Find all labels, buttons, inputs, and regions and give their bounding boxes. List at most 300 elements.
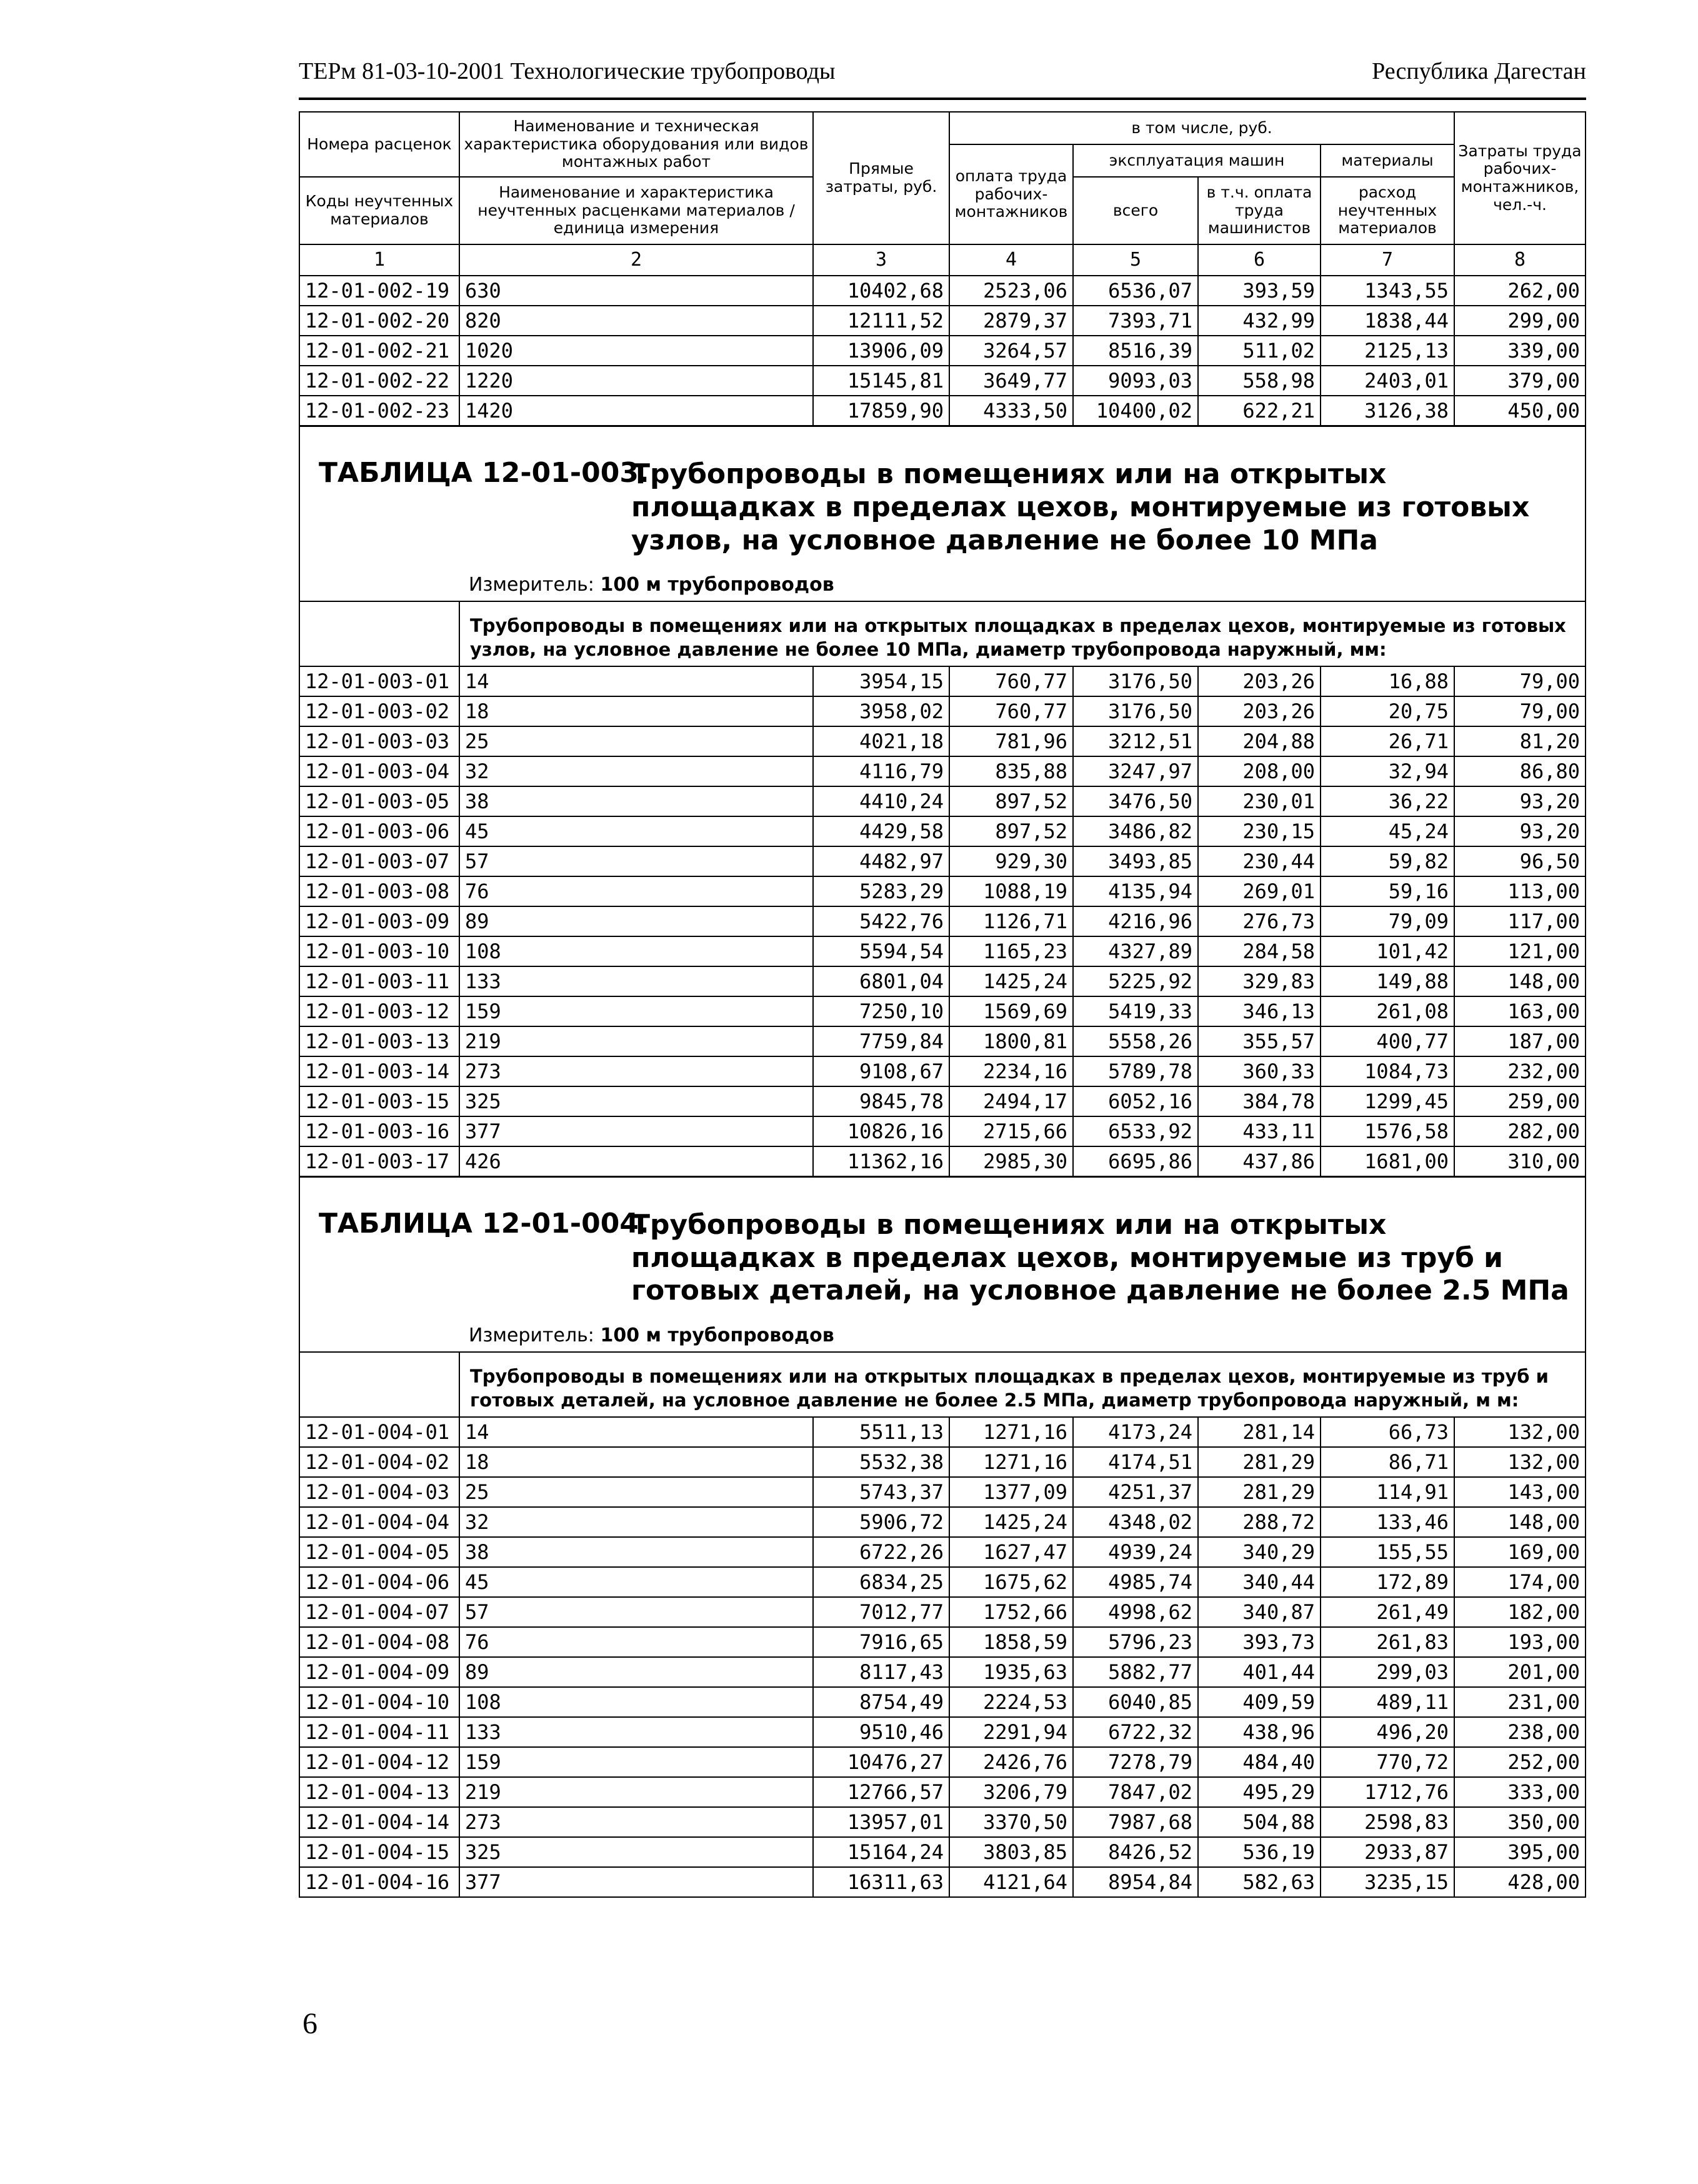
cost-value: 262,00 <box>1454 276 1586 306</box>
rate-code: 12-01-003-04 <box>299 756 459 786</box>
cost-value: 86,71 <box>1321 1447 1454 1477</box>
section-subtitle: Трубопроводы в помещениях или на открытых площадках в пределах цехов, монтируемые из готовых узлов, на условное давление не более 10 МПа, диаметр трубопровода наружный, мм: <box>459 601 1586 666</box>
cost-value: 9093,03 <box>1073 366 1198 396</box>
cost-value: 3803,85 <box>949 1837 1073 1867</box>
cost-value: 339,00 <box>1454 336 1586 366</box>
cost-value: 4985,74 <box>1073 1567 1198 1597</box>
cost-value: 1271,16 <box>949 1447 1073 1477</box>
cost-value: 16311,63 <box>813 1867 949 1897</box>
table-row <box>299 1116 1586 1146</box>
cost-value: 15164,24 <box>813 1837 949 1867</box>
table-row <box>299 966 1586 996</box>
cost-value: 346,13 <box>1198 996 1321 1026</box>
cost-value: 6040,85 <box>1073 1687 1198 1717</box>
cost-value: 401,44 <box>1198 1657 1321 1687</box>
cost-value: 1858,59 <box>949 1627 1073 1657</box>
table-row <box>299 1477 1586 1507</box>
cost-value: 1377,09 <box>949 1477 1073 1507</box>
column-number: 7 <box>1321 244 1454 276</box>
rate-code: 12-01-004-07 <box>299 1597 459 1627</box>
cost-value: 93,20 <box>1454 816 1586 846</box>
rate-code: 12-01-004-06 <box>299 1567 459 1597</box>
cost-value: 2403,01 <box>1321 366 1454 396</box>
header-material-usage: расход неучтенных материалов <box>1321 177 1454 244</box>
cost-value: 1425,24 <box>949 1507 1073 1537</box>
cost-value: 5796,23 <box>1073 1627 1198 1657</box>
empty-cell <box>299 601 459 666</box>
cost-value: 484,40 <box>1198 1747 1321 1777</box>
rate-code: 12-01-004-01 <box>299 1417 459 1447</box>
cost-value: 114,91 <box>1321 1477 1454 1507</box>
rate-code: 12-01-002-19 <box>299 276 459 306</box>
rate-code: 12-01-004-04 <box>299 1507 459 1537</box>
measure-unit-label: Измеритель: <box>469 1325 594 1347</box>
cost-value: 760,77 <box>949 696 1073 726</box>
section-title <box>299 1176 1586 1352</box>
pipe-diameter: 38 <box>459 1537 813 1567</box>
cost-value: 3370,50 <box>949 1807 1073 1837</box>
cost-value: 622,21 <box>1198 396 1321 426</box>
cost-value: 193,00 <box>1454 1627 1586 1657</box>
cost-value: 340,29 <box>1198 1537 1321 1567</box>
cost-value: 1681,00 <box>1321 1146 1454 1177</box>
rate-code: 12-01-002-20 <box>299 306 459 336</box>
cost-value: 1088,19 <box>949 876 1073 906</box>
cost-value: 1569,69 <box>949 996 1073 1026</box>
cost-value: 2598,83 <box>1321 1807 1454 1837</box>
rate-code: 12-01-004-15 <box>299 1837 459 1867</box>
cost-value: 281,14 <box>1198 1417 1321 1447</box>
cost-value: 4998,62 <box>1073 1597 1198 1627</box>
cost-value: 8117,43 <box>813 1657 949 1687</box>
cost-value: 4939,24 <box>1073 1537 1198 1567</box>
cost-value: 252,00 <box>1454 1747 1586 1777</box>
cost-value: 203,26 <box>1198 666 1321 696</box>
cost-value: 409,59 <box>1198 1687 1321 1717</box>
cost-value: 230,01 <box>1198 786 1321 816</box>
pipe-diameter: 76 <box>459 876 813 906</box>
cost-value: 187,00 <box>1454 1026 1586 1056</box>
measure-unit <box>469 1326 1572 1345</box>
pipe-diameter: 159 <box>459 1747 813 1777</box>
pipe-diameter: 273 <box>459 1807 813 1837</box>
rate-code: 12-01-003-07 <box>299 846 459 876</box>
table-label: ТАБЛИЦА 12-01-003. <box>319 457 649 489</box>
cost-value: 5422,76 <box>813 906 949 936</box>
cost-value: 269,01 <box>1198 876 1321 906</box>
table-row <box>299 1837 1586 1867</box>
rate-code: 12-01-003-12 <box>299 996 459 1026</box>
cost-value: 32,94 <box>1321 756 1454 786</box>
cost-value: 5558,26 <box>1073 1026 1198 1056</box>
measure-unit <box>469 576 1572 594</box>
rate-code: 12-01-004-14 <box>299 1807 459 1837</box>
table-row <box>299 1417 1586 1447</box>
table-row <box>299 366 1586 396</box>
pipe-diameter: 32 <box>459 756 813 786</box>
cost-value: 333,00 <box>1454 1777 1586 1807</box>
cost-value: 6801,04 <box>813 966 949 996</box>
cost-value: 113,00 <box>1454 876 1586 906</box>
cost-value: 310,00 <box>1454 1146 1586 1177</box>
pipe-diameter: 25 <box>459 1477 813 1507</box>
cost-value: 897,52 <box>949 816 1073 846</box>
rate-code: 12-01-003-03 <box>299 726 459 756</box>
cost-value: 238,00 <box>1454 1717 1586 1747</box>
cost-value: 7987,68 <box>1073 1807 1198 1837</box>
cost-value: 3247,97 <box>1073 756 1198 786</box>
cost-value: 4216,96 <box>1073 906 1198 936</box>
rate-code: 12-01-003-11 <box>299 966 459 996</box>
cost-value: 1675,62 <box>949 1567 1073 1597</box>
cost-value: 5225,92 <box>1073 966 1198 996</box>
cost-value: 15145,81 <box>813 366 949 396</box>
cost-value: 1425,24 <box>949 966 1073 996</box>
cost-value: 8426,52 <box>1073 1837 1198 1867</box>
cost-value: 2715,66 <box>949 1116 1073 1146</box>
header-material-codes: Коды неучтенных материалов <box>299 177 459 244</box>
cost-value: 276,73 <box>1198 906 1321 936</box>
column-number: 2 <box>459 244 813 276</box>
header-machinist-pay: в т.ч. оплата труда машинистов <box>1198 177 1321 244</box>
pipe-diameter: 32 <box>459 1507 813 1537</box>
cost-value: 6695,86 <box>1073 1146 1198 1177</box>
column-number: 5 <box>1073 244 1198 276</box>
cost-value: 4121,64 <box>949 1867 1073 1897</box>
table-row <box>299 906 1586 936</box>
table-title: Трубопроводы в помещениях или на открытых площадках в пределах цехов, монтируемые из труб и готовых деталей, на условное давление не более 2.5 МПа <box>631 1208 1569 1307</box>
cost-value: 148,00 <box>1454 966 1586 996</box>
cost-value: 284,58 <box>1198 936 1321 966</box>
cost-value: 450,00 <box>1454 396 1586 426</box>
cost-value: 536,19 <box>1198 1837 1321 1867</box>
table-row <box>299 936 1586 966</box>
pipe-diameter: 325 <box>459 1837 813 1867</box>
rate-code: 12-01-003-02 <box>299 696 459 726</box>
cost-value: 12766,57 <box>813 1777 949 1807</box>
header-row-1 <box>299 112 1586 144</box>
column-number: 4 <box>949 244 1073 276</box>
pipe-diameter: 426 <box>459 1146 813 1177</box>
measure-unit-label: Измеритель: <box>469 574 594 596</box>
cost-value: 208,00 <box>1198 756 1321 786</box>
cost-value: 7012,77 <box>813 1597 949 1627</box>
section-subtitle: Трубопроводы в помещениях или на открытых площадках в пределах цехов, монтируемые из труб и готовых деталей, на условное давление не более 2.5 МПа, диаметр трубопровода наружный, м м: <box>459 1352 1586 1416</box>
table-row <box>299 756 1586 786</box>
cost-value: 384,78 <box>1198 1086 1321 1116</box>
pipe-diameter: 14 <box>459 666 813 696</box>
cost-value: 174,00 <box>1454 1567 1586 1597</box>
table-label: ТАБЛИЦА 12-01-004. <box>319 1207 649 1240</box>
section-title-row <box>299 426 1586 602</box>
cost-value: 8954,84 <box>1073 1867 1198 1897</box>
rate-code: 12-01-002-21 <box>299 336 459 366</box>
cost-value: 7759,84 <box>813 1026 949 1056</box>
cost-value: 2125,13 <box>1321 336 1454 366</box>
cost-value: 2985,30 <box>949 1146 1073 1177</box>
pipe-diameter: 14 <box>459 1417 813 1447</box>
cost-value: 2426,76 <box>949 1747 1073 1777</box>
header-material-names: Наименование и характеристика неучтенных расценками материалов / единица измерения <box>459 177 813 244</box>
cost-value: 10402,68 <box>813 276 949 306</box>
cost-value: 7250,10 <box>813 996 949 1026</box>
cost-value: 101,42 <box>1321 936 1454 966</box>
pipe-diameter: 325 <box>459 1086 813 1116</box>
cost-value: 79,09 <box>1321 906 1454 936</box>
cost-value: 3126,38 <box>1321 396 1454 426</box>
cost-value: 148,00 <box>1454 1507 1586 1537</box>
cost-value: 9108,67 <box>813 1056 949 1086</box>
table-row <box>299 726 1586 756</box>
cost-value: 3176,50 <box>1073 666 1198 696</box>
table-row <box>299 1687 1586 1717</box>
cost-value: 155,55 <box>1321 1537 1454 1567</box>
cost-value: 4174,51 <box>1073 1447 1198 1477</box>
table-row <box>299 1867 1586 1897</box>
cost-value: 1299,45 <box>1321 1086 1454 1116</box>
column-number: 3 <box>813 244 949 276</box>
cost-value: 7393,71 <box>1073 306 1198 336</box>
column-number: 6 <box>1198 244 1321 276</box>
cost-value: 1343,55 <box>1321 276 1454 306</box>
table-row <box>299 1657 1586 1687</box>
cost-value: 59,16 <box>1321 876 1454 906</box>
cost-value: 3958,02 <box>813 696 949 726</box>
table-row <box>299 1537 1586 1567</box>
cost-value: 3206,79 <box>949 1777 1073 1807</box>
rate-code: 12-01-004-16 <box>299 1867 459 1897</box>
table-row <box>299 876 1586 906</box>
cost-value: 511,02 <box>1198 336 1321 366</box>
pipe-diameter: 219 <box>459 1777 813 1807</box>
cost-value: 79,00 <box>1454 666 1586 696</box>
cost-value: 400,77 <box>1321 1026 1454 1056</box>
cost-value: 3476,50 <box>1073 786 1198 816</box>
table-row <box>299 816 1586 846</box>
cost-value: 3493,85 <box>1073 846 1198 876</box>
cost-value: 299,03 <box>1321 1657 1454 1687</box>
rate-code: 12-01-003-13 <box>299 1026 459 1056</box>
cost-value: 1800,81 <box>949 1026 1073 1056</box>
cost-value: 6052,16 <box>1073 1086 1198 1116</box>
rate-code: 12-01-003-15 <box>299 1086 459 1116</box>
table-row <box>299 1447 1586 1477</box>
header-rate-numbers: Номера расценок <box>299 112 459 177</box>
cost-value: 1627,47 <box>949 1537 1073 1567</box>
table-row <box>299 1747 1586 1777</box>
pipe-diameter: 630 <box>459 276 813 306</box>
cost-value: 203,26 <box>1198 696 1321 726</box>
cost-value: 10826,16 <box>813 1116 949 1146</box>
cost-value: 582,63 <box>1198 1867 1321 1897</box>
cost-value: 79,00 <box>1454 696 1586 726</box>
measure-unit-value: 100 м трубопроводов <box>600 574 834 596</box>
pipe-diameter: 1220 <box>459 366 813 396</box>
cost-value: 4482,97 <box>813 846 949 876</box>
rate-code: 12-01-003-10 <box>299 936 459 966</box>
cost-value: 6722,26 <box>813 1537 949 1567</box>
cost-value: 7278,79 <box>1073 1747 1198 1777</box>
cost-value: 379,00 <box>1454 366 1586 396</box>
column-number: 8 <box>1454 244 1586 276</box>
pipe-diameter: 57 <box>459 846 813 876</box>
cost-value: 11362,16 <box>813 1146 949 1177</box>
rate-code: 12-01-003-14 <box>299 1056 459 1086</box>
rate-code: 12-01-002-23 <box>299 396 459 426</box>
cost-value: 288,72 <box>1198 1507 1321 1537</box>
cost-value: 231,00 <box>1454 1687 1586 1717</box>
cost-value: 3176,50 <box>1073 696 1198 726</box>
pipe-diameter: 377 <box>459 1116 813 1146</box>
cost-value: 1935,63 <box>949 1657 1073 1687</box>
page-header <box>299 58 1586 100</box>
document-title: ТЕРм 81-03-10-2001 Технологические трубопроводы <box>299 58 836 84</box>
cost-value: 781,96 <box>949 726 1073 756</box>
rate-code: 12-01-004-08 <box>299 1627 459 1657</box>
cost-value: 1712,76 <box>1321 1777 1454 1807</box>
cost-value: 340,87 <box>1198 1597 1321 1627</box>
cost-value: 393,59 <box>1198 276 1321 306</box>
table-row <box>299 846 1586 876</box>
table-row <box>299 1056 1586 1086</box>
cost-value: 9845,78 <box>813 1086 949 1116</box>
pipe-diameter: 377 <box>459 1867 813 1897</box>
table-row <box>299 696 1586 726</box>
cost-value: 204,88 <box>1198 726 1321 756</box>
cost-value: 1084,73 <box>1321 1056 1454 1086</box>
cost-value: 929,30 <box>949 846 1073 876</box>
rate-code: 12-01-003-09 <box>299 906 459 936</box>
cost-value: 93,20 <box>1454 786 1586 816</box>
cost-value: 2291,94 <box>949 1717 1073 1747</box>
cost-value: 5283,29 <box>813 876 949 906</box>
pipe-diameter: 273 <box>459 1056 813 1086</box>
cost-value: 7916,65 <box>813 1627 949 1657</box>
pipe-diameter: 89 <box>459 906 813 936</box>
cost-value: 395,00 <box>1454 1837 1586 1867</box>
cost-value: 3486,82 <box>1073 816 1198 846</box>
cost-value: 432,99 <box>1198 306 1321 336</box>
cost-value: 3954,15 <box>813 666 949 696</box>
table-row <box>299 1507 1586 1537</box>
pipe-diameter: 45 <box>459 816 813 846</box>
pipe-diameter: 219 <box>459 1026 813 1056</box>
cost-value: 437,86 <box>1198 1146 1321 1177</box>
cost-value: 45,24 <box>1321 816 1454 846</box>
table-row <box>299 1567 1586 1597</box>
table-row <box>299 1717 1586 1747</box>
table-row <box>299 306 1586 336</box>
cost-value: 4173,24 <box>1073 1417 1198 1447</box>
cost-value: 4410,24 <box>813 786 949 816</box>
cost-value: 350,00 <box>1454 1807 1586 1837</box>
cost-value: 2234,16 <box>949 1056 1073 1086</box>
empty-cell <box>299 1352 459 1416</box>
cost-value: 261,49 <box>1321 1597 1454 1627</box>
table-row <box>299 276 1586 306</box>
pipe-diameter: 76 <box>459 1627 813 1657</box>
pipe-diameter: 57 <box>459 1597 813 1627</box>
table-row <box>299 1597 1586 1627</box>
cost-value: 132,00 <box>1454 1447 1586 1477</box>
cost-value: 1752,66 <box>949 1597 1073 1627</box>
cost-value: 281,29 <box>1198 1447 1321 1477</box>
header-work-name: Наименование и техническая характеристика оборудования или видов монтажных работ <box>459 112 813 177</box>
cost-value: 3264,57 <box>949 336 1073 366</box>
cost-value: 10476,27 <box>813 1747 949 1777</box>
cost-value: 496,20 <box>1321 1717 1454 1747</box>
cost-value: 3649,77 <box>949 366 1073 396</box>
cost-value: 281,29 <box>1198 1477 1321 1507</box>
section-title <box>299 426 1586 602</box>
cost-value: 1165,23 <box>949 936 1073 966</box>
cost-value: 201,00 <box>1454 1657 1586 1687</box>
cost-value: 5532,38 <box>813 1447 949 1477</box>
table-row <box>299 1146 1586 1177</box>
pipe-diameter: 108 <box>459 1687 813 1717</box>
cost-value: 4348,02 <box>1073 1507 1198 1537</box>
cost-value: 13957,01 <box>813 1807 949 1837</box>
cost-value: 4135,94 <box>1073 876 1198 906</box>
rate-code: 12-01-003-06 <box>299 816 459 846</box>
section-subtitle-row <box>299 601 1586 666</box>
cost-value: 149,88 <box>1321 966 1454 996</box>
pipe-diameter: 38 <box>459 786 813 816</box>
cost-value: 169,00 <box>1454 1537 1586 1567</box>
cost-value: 16,88 <box>1321 666 1454 696</box>
table-title: Трубопроводы в помещениях или на открытых площадках в пределах цехов, монтируемые из готовых узлов, на условное давление не более 10 МПа <box>631 458 1530 556</box>
cost-value: 12111,52 <box>813 306 949 336</box>
cost-value: 9510,46 <box>813 1717 949 1747</box>
cost-value: 66,73 <box>1321 1417 1454 1447</box>
cost-value: 3212,51 <box>1073 726 1198 756</box>
cost-value: 8754,49 <box>813 1687 949 1717</box>
pipe-diameter: 1420 <box>459 396 813 426</box>
header-materials: материалы <box>1321 144 1454 177</box>
pipe-diameter: 89 <box>459 1657 813 1687</box>
cost-value: 5594,54 <box>813 936 949 966</box>
cost-value: 86,80 <box>1454 756 1586 786</box>
table-row <box>299 336 1586 366</box>
pipe-diameter: 45 <box>459 1567 813 1597</box>
rate-code: 12-01-003-08 <box>299 876 459 906</box>
cost-value: 182,00 <box>1454 1597 1586 1627</box>
cost-value: 1126,71 <box>949 906 1073 936</box>
rate-code: 12-01-004-09 <box>299 1657 459 1687</box>
header-labor-costs: Затраты труда рабочих-монтажников, чел.-ч. <box>1454 112 1586 244</box>
cost-value: 393,73 <box>1198 1627 1321 1657</box>
region-name: Республика Дагестан <box>1372 58 1586 84</box>
cost-value: 96,50 <box>1454 846 1586 876</box>
rate-code: 12-01-003-17 <box>299 1146 459 1177</box>
cost-value: 172,89 <box>1321 1567 1454 1597</box>
cost-value: 329,83 <box>1198 966 1321 996</box>
cost-value: 6834,25 <box>813 1567 949 1597</box>
rate-code: 12-01-004-10 <box>299 1687 459 1717</box>
rate-code: 12-01-004-03 <box>299 1477 459 1507</box>
cost-value: 1838,44 <box>1321 306 1454 336</box>
cost-value: 121,00 <box>1454 936 1586 966</box>
cost-value: 117,00 <box>1454 906 1586 936</box>
table-row <box>299 1807 1586 1837</box>
cost-value: 1271,16 <box>949 1417 1073 1447</box>
cost-value: 13906,09 <box>813 336 949 366</box>
cost-value: 4327,89 <box>1073 936 1198 966</box>
cost-value: 897,52 <box>949 786 1073 816</box>
cost-value: 81,20 <box>1454 726 1586 756</box>
pipe-diameter: 133 <box>459 966 813 996</box>
cost-value: 5906,72 <box>813 1507 949 1537</box>
